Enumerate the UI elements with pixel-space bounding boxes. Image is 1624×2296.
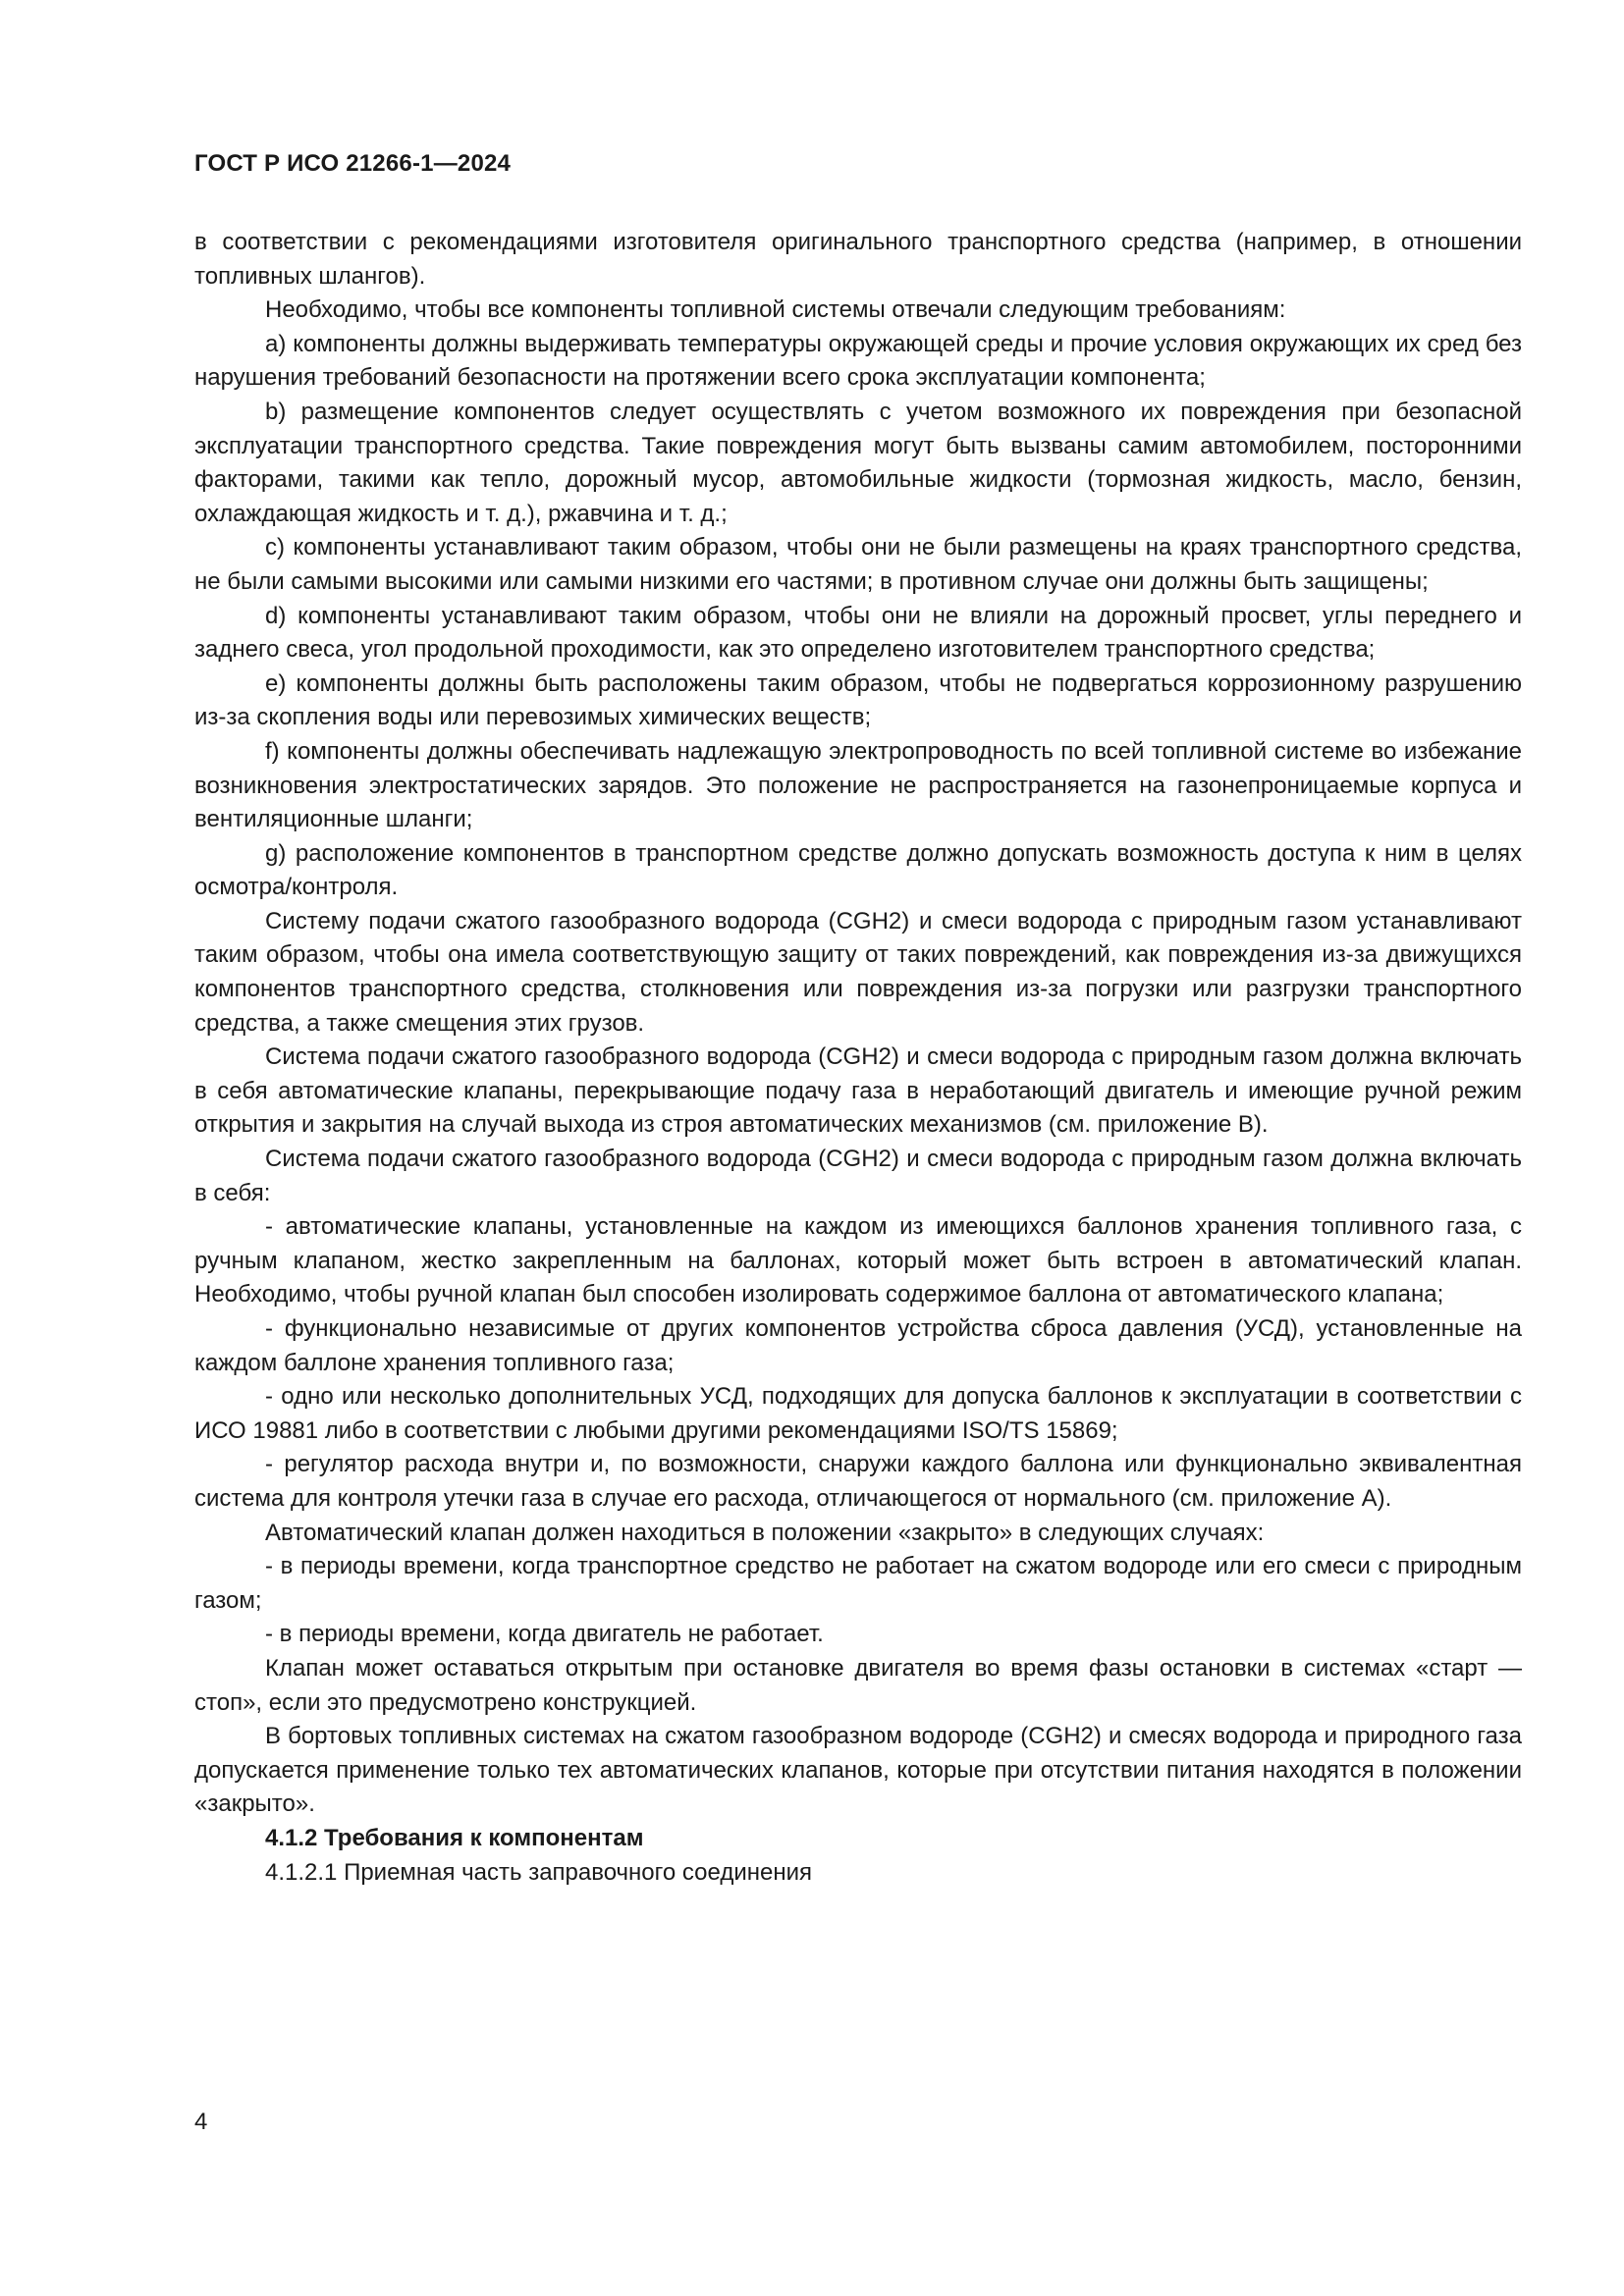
page-number: 4 [194,2109,208,2135]
paragraph: 4.1.2.1 Приемная часть заправочного соединения [265,1858,812,1886]
paragraph: Система подачи сжатого газообразного водорода (CGH2) и смеси водорода с природным газом должна включать в себя: [194,1146,1522,1206]
paragraph: В бортовых топливных системах на сжатом газообразном водороде (CGH2) и смесях водорода и природного газа допускается применение только тех автоматических клапанов, которые при отсутствии питания находятся в положении «закрыто». [194,1723,1522,1818]
paragraph: c) компоненты устанавливают таким образом, чтобы они не были размещены на краях транспортного средства, не были самыми высокими или самыми низкими его частями; в противном случае они должны быть защищены; [194,534,1522,595]
paragraph: Автоматический клапан должен находиться в положении «закрыто» в следующих случаях: [265,1519,1265,1546]
paragraph: Необходимо, чтобы все компоненты топливной системы отвечали следующим требованиям: [265,296,1286,324]
paragraph: - автоматические клапаны, установленные на каждом из имеющихся баллонов хранения топливного газа, с ручным клапаном, жестко закрепленным на баллонах, который может быть встроен в автоматический клапан. Необходимо, чтобы ручной клапан был способен изолировать содержимое баллона от автоматического клапана; [194,1213,1522,1308]
document-header: ГОСТ Р ИСО 21266-1—2024 [194,150,512,177]
paragraph: - одно или несколько дополнительных УСД, подходящих для допуска баллонов к эксплуатации в соответствии с ИСО 19881 либо в соответствии с любыми другими рекомендациями ISO/TS 15869; [194,1383,1522,1444]
section-heading: 4.1.2 Требования к компонентам [265,1824,644,1851]
paragraph: Клапан может оставаться открытым при остановке двигателя во время фазы остановки в системах «старт — стоп», если это предусмотрено конструкцией. [194,1654,1522,1716]
paragraph: Система подачи сжатого газообразного водорода (CGH2) и смеси водорода с природным газом должна включать в себя автоматические клапаны, перекрывающие подачу газа в неработающий двигатель и имеющие ручной режим открытия и закрытия на случай выхода из строя автоматических механизмов (см. приложение B). [194,1043,1522,1139]
paragraph: b) размещение компонентов следует осуществлять с учетом возможного их повреждения при безопасной эксплуатации транспортного средства. Такие повреждения могут быть вызваны самим автомобилем, посторонними факторами, такими как тепло, дорожный мусор, автомобильные жидкости (тормозная жидкость, масло, бензин, охлаждающая жидкость и т. д.), ржавчина и т. д.; [194,398,1522,527]
paragraph: a) компоненты должны выдерживать температуры окружающей среды и прочие условия окружающих их сред без нарушения требований безопасности на протяжении всего срока эксплуатации компонента; [194,330,1522,392]
paragraph: e) компоненты должны быть расположены таким образом, чтобы не подвергаться коррозионному разрушению из-за скопления воды или перевозимых химических веществ; [194,669,1522,731]
paragraph: - регулятор расхода внутри и, по возможности, снаружи каждого баллона или функционально эквивалентная система для контроля утечки газа в случае его расхода, отличающегося от нормального (см. приложение A). [194,1451,1522,1512]
paragraph: - функционально независимые от других компонентов устройства сброса давления (УСД), установленные на каждом баллоне хранения топливного газа; [194,1315,1522,1376]
paragraph: - в периоды времени, когда транспортное средство не работает на сжатом водороде или его смеси с природным газом; [194,1553,1522,1614]
paragraph: d) компоненты устанавливают таким образом, чтобы они не влияли на дорожный просвет, углы переднего и заднего свеса, угол продольной проходимости, как это определено изготовителем транспортного средства; [194,602,1522,664]
paragraph: f) компоненты должны обеспечивать надлежащую электропроводность по всей топливной системе во избежание возникновения электростатических зарядов. Это положение не распространяется на газонепроницаемые корпуса и вентиляционные шланги; [194,737,1522,833]
paragraph: в соответствии с рекомендациями изготовителя оригинального транспортного средства (например, в отношении топливных шлангов). [194,229,1522,290]
paragraph: g) расположение компонентов в транспортном средстве должно допускать возможность доступа к ним в целях осмотра/контроля. [194,839,1522,901]
paragraph: - в периоды времени, когда двигатель не работает. [265,1621,824,1648]
body-text [194,226,1522,1890]
paragraph: Систему подачи сжатого газообразного водорода (CGH2) и смеси водорода с природным газом устанавливают таким образом, чтобы она имела соответствующую защиту от таких повреждений, как повреждения из-за движущихся компонентов транспортного средства, столкновения или повреждения из-за погрузки или разгрузки транспортного средства, а также смещения этих грузов. [194,907,1522,1037]
